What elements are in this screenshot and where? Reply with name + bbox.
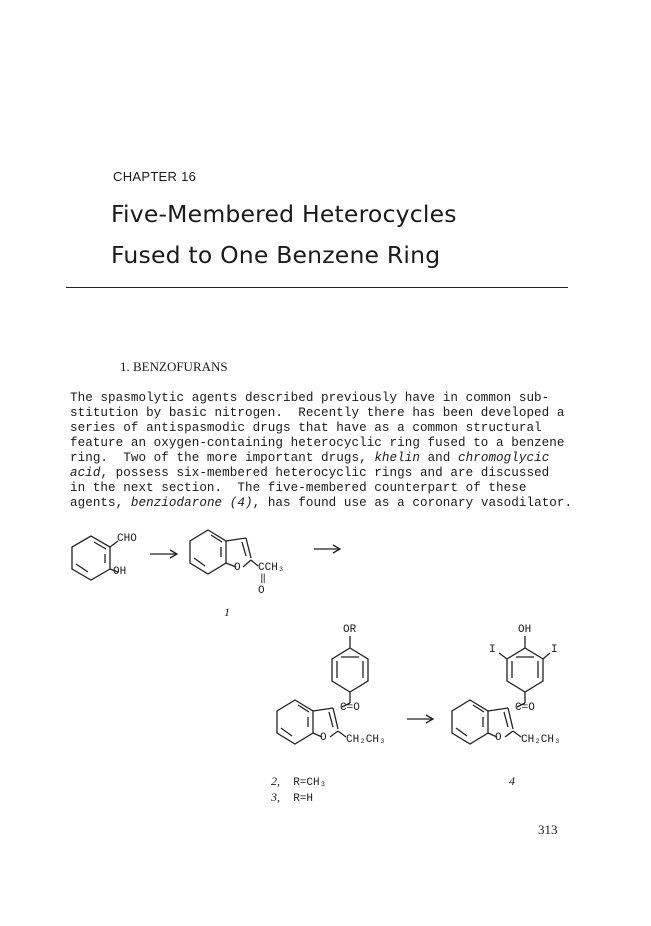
page-number: 313 — [538, 822, 558, 837]
carbonyl-double-bond: ‖ — [260, 574, 267, 585]
drug-name-khelin: khelin — [374, 451, 420, 465]
compound-label-3 — [271, 791, 313, 805]
carbonyl-label-2-3: C=O — [340, 702, 360, 714]
ring-oxygen-label-4: O — [495, 732, 502, 744]
oh-label-4: OH — [518, 624, 532, 636]
body-line-2: stitution by basic nitrogen. Recently there has been developed a — [70, 406, 565, 420]
body-line-1: The spasmolytic agents described previously have in common sub- — [70, 391, 550, 405]
reaction-arrow-3 — [407, 715, 433, 723]
salicylaldehyde-ring — [72, 536, 118, 580]
iodine-label-left: I — [489, 644, 496, 656]
compound-label-4: 4 — [509, 774, 515, 788]
carbonyl-label-4: C=O — [515, 702, 535, 714]
reaction-arrow-1 — [150, 550, 177, 558]
ring-oxygen-label-2-3: O — [320, 732, 327, 744]
body-text: agents, — [70, 496, 131, 510]
body-line-3: series of antispasmodic drugs that have as a common structural — [70, 421, 542, 435]
benzofuran-structure-1 — [190, 530, 258, 574]
ethyl-label-4: CH₂CH₃ — [521, 734, 561, 746]
cho-label: CHO — [117, 533, 137, 545]
body-line-4: feature an oxygen-containing heterocyclic ring fused to a benzene — [70, 436, 565, 450]
compound-3-substituent: R=H — [293, 793, 314, 805]
ethyl-label-2-3: CH₂CH₃ — [346, 734, 386, 746]
compound-label-2 — [271, 775, 326, 789]
benzofuran-structure-4 — [452, 700, 521, 744]
section-heading: 1. BENZOFURANS — [120, 359, 228, 374]
benzofuran-structure-2-3 — [277, 700, 346, 744]
body-text: , possess six-membered heterocyclic rings and are discussed — [100, 466, 550, 480]
compound-number-2: 2, — [271, 774, 280, 788]
iodine-label-right: I — [551, 644, 558, 656]
compound-label-1: 1 — [224, 605, 230, 619]
drug-name-benziodarone: benziodarone (4) — [130, 496, 253, 510]
chapter-title-line-2: Fused to One Benzene Ring — [111, 241, 441, 269]
chapter-label: CHAPTER 16 — [113, 169, 197, 184]
body-line-7: in the next section. The five-membered counterpart of these — [70, 481, 527, 495]
carbonyl-oxygen-label: O — [258, 585, 265, 597]
body-text: and — [419, 451, 459, 465]
ring-oxygen-label-1: O — [234, 562, 241, 574]
drug-name-acid: acid — [70, 466, 101, 480]
compound-2-substituent: R=CH₃ — [293, 777, 327, 789]
diiodophenol-ring-4 — [499, 636, 550, 707]
acetyl-label: CCH₃ — [258, 562, 285, 574]
drug-name-chromoglycic: chromoglycic — [458, 451, 550, 465]
or-label: OR — [343, 624, 357, 636]
chapter-title-line-1: Five-Membered Heterocycles — [111, 200, 457, 228]
reaction-arrow-2 — [314, 545, 340, 553]
body-text: ring. Two of the more important drugs, — [70, 451, 375, 465]
phenol-ring-2-3 — [332, 636, 368, 707]
oh-label: OH — [113, 566, 127, 578]
compound-number-3: 3, — [271, 790, 280, 804]
body-text: , has found use as a coronary vasodilator. — [252, 496, 573, 510]
